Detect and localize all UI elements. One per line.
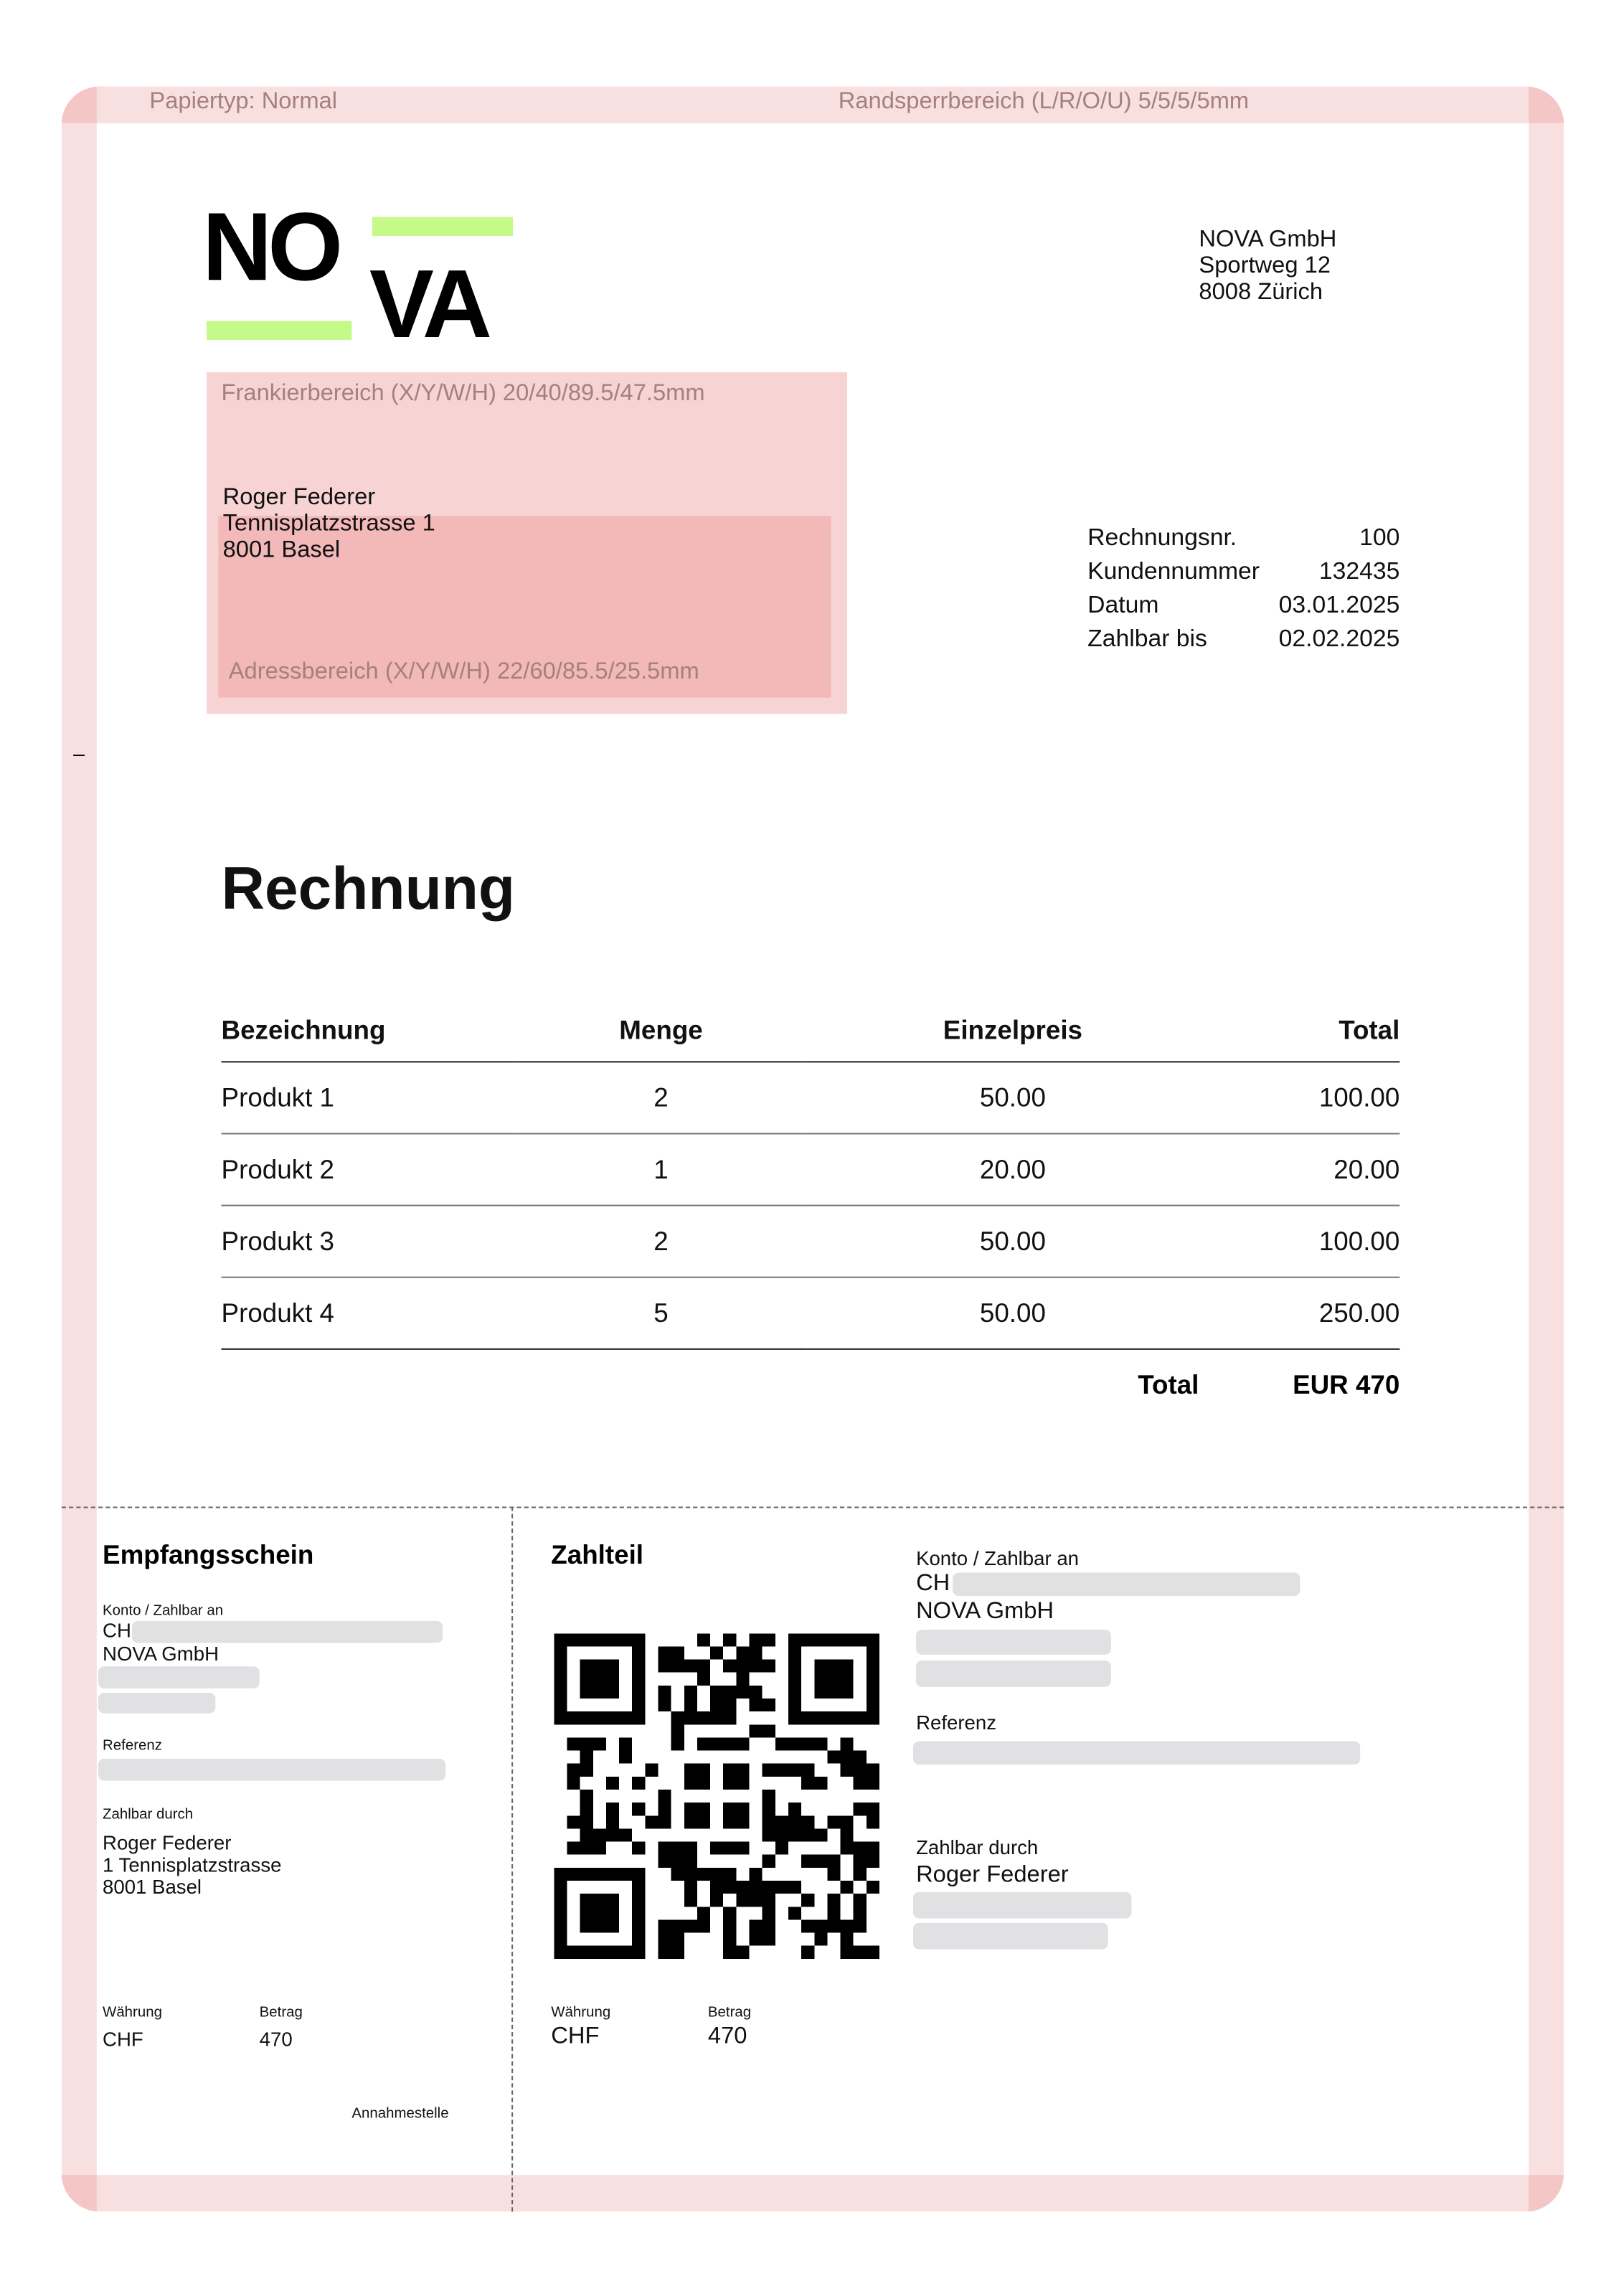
fold-mark: – [73, 741, 85, 765]
stamp-zone-label: Frankierbereich (X/Y/W/H) 20/40/89.5/47.5mm [221, 381, 705, 406]
table-row: Produkt 4 5 50.00 250.00 [222, 1277, 1400, 1349]
table-row: Produkt 2 1 20.00 20.00 [222, 1133, 1400, 1205]
sender-address: NOVA GmbH Sportweg 12 8008 Zürich [1199, 227, 1337, 306]
table-row: Produkt 3 2 50.00 100.00 [222, 1206, 1400, 1277]
total-value: EUR 470 [1293, 1370, 1400, 1400]
qr-code [554, 1631, 879, 1961]
paper-type-label: Papiertyp: Normal [149, 89, 338, 115]
total-label: Total [1138, 1370, 1199, 1400]
items-table: Bezeichnung Menge Einzelpreis Total Produkt 1 2 50.00 100.00 Produkt 2 1 20.00 20.00 Produkt 3 2 50.00 100.00 Produkt 4 5 50.00 250.00 [222, 1000, 1400, 1350]
address-zone-label: Adressbereich (X/Y/W/H) 22/60/85.5/25.5mm [228, 659, 699, 685]
margin-zone-label: Randsperrbereich (L/R/O/U) 5/5/5/5mm [838, 89, 1250, 115]
qr-modules [554, 1633, 879, 1959]
perforation-vertical [511, 1507, 513, 2212]
page-title: Rechnung [221, 854, 516, 922]
invoice-page: Papiertyp: Normal Randsperrbereich (L/R/O/U) 5/5/5/5mm NO VA NOVA GmbH Sportweg 12 8008 Zürich Frankierbereich (X/Y/W/H) 20/40/89.5/47.5mm Adressbereich (X/Y/W/H) 22/60/85.5/25.5mm Roger Federer Tennisplatzstrasse 1 8001 Basel Rechnungsnr. 100 Kundennummer 132435 Datum 03.01.2025 Zahlbar bis 02.02.2025 – Rechnung Bezeichnung Menge Einzelpreis Total Produkt 1 2 50.00 100.00 Produkt 2 1 20.00 20.00 Produkt 3 2 50.00 100.00 Produkt 4 5 50.00 250.00 Total EUR 470 Empfangsschein Konto / Zahlbar an CH NOVA GmbH Referenz Zahlbar durch Roger Federer 1 Tennisplatzstrasse 8001 Basel Währung Betrag CHF 470 Annahmestelle Zahlteil Konto / Zahlbar an CH NOVA GmbH Referenz Zahlbar durch Roger Federer Währung Betrag CHF 470 [0, 0, 1624, 2295]
table-row: Produkt 1 2 50.00 100.00 [222, 1062, 1400, 1133]
perforation-horizontal [62, 1507, 1564, 1508]
recipient-address: Roger Federer Tennisplatzstrasse 1 8001 Basel [222, 485, 435, 563]
